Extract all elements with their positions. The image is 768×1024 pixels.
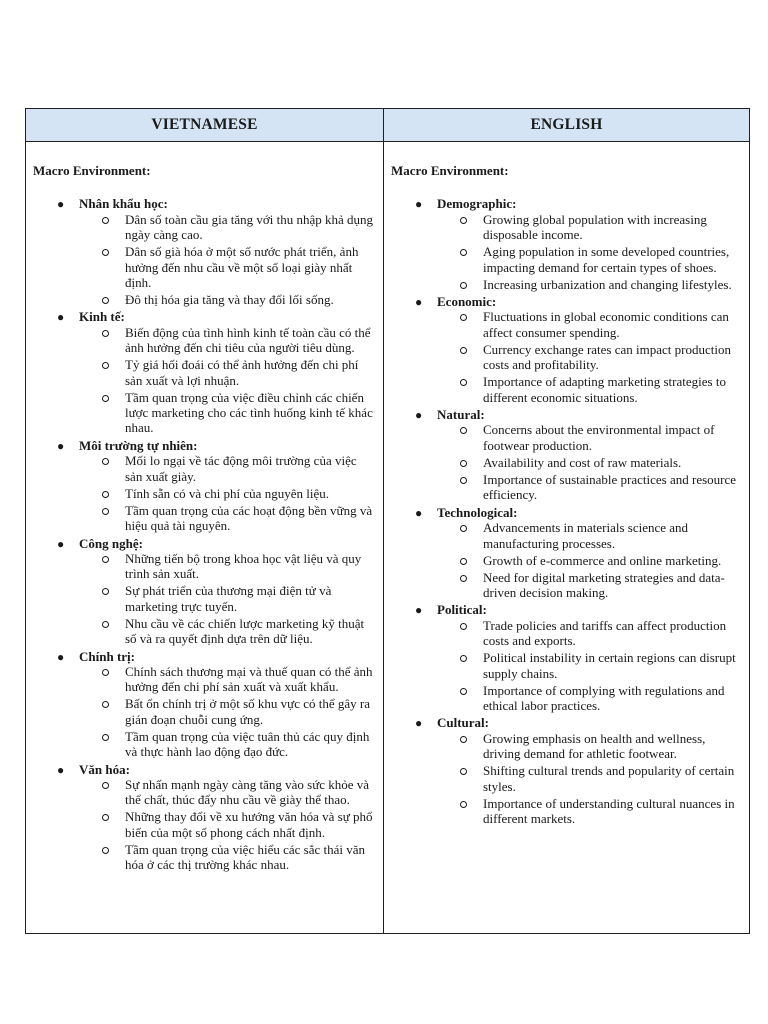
bullet-circle-icon bbox=[460, 736, 467, 743]
english-subitem-list bbox=[437, 618, 749, 714]
english-subitem bbox=[437, 650, 739, 681]
bullet-circle-icon bbox=[102, 588, 109, 595]
bullet-circle-icon bbox=[102, 669, 109, 676]
english-category-item bbox=[391, 505, 749, 601]
english-subitem-list bbox=[437, 422, 749, 502]
vietnamese-subitem-text: Chính sách thương mại và thuế quan có thể ảnh hưởng đến chi phí sản xuất và xuất khẩu. bbox=[125, 663, 373, 695]
bullet-circle-icon bbox=[102, 847, 109, 854]
bullet-dot-icon: ● bbox=[415, 408, 423, 423]
vietnamese-category-label: Công nghệ: bbox=[79, 535, 143, 551]
bullet-dot-icon: ● bbox=[415, 505, 423, 520]
english-subitem-text: Shifting cultural trends and popularity of certain styles. bbox=[483, 763, 735, 794]
vietnamese-category-item bbox=[33, 309, 383, 435]
english-subitem-text: Importance of understanding cultural nuances in different markets. bbox=[483, 795, 735, 826]
vietnamese-subitem bbox=[79, 664, 377, 695]
vietnamese-subitem-text: Sự phát triển của thương mại điện tử và marketing trực tuyến. bbox=[125, 583, 332, 614]
bullet-circle-icon bbox=[102, 782, 109, 789]
english-category-label: Political: bbox=[437, 602, 487, 618]
english-subitem bbox=[437, 553, 739, 568]
english-subitem bbox=[437, 374, 739, 405]
bullet-circle-icon bbox=[102, 330, 109, 337]
bullet-circle-icon bbox=[102, 297, 109, 304]
vietnamese-category-item bbox=[33, 438, 383, 534]
bullet-dot-icon: ● bbox=[57, 438, 65, 453]
vietnamese-category-item bbox=[33, 536, 383, 647]
english-subitem-list bbox=[437, 309, 749, 405]
vietnamese-subitem-text: Sự nhấn mạnh ngày càng tăng vào sức khỏe và thể chất, thúc đẩy nhu cầu về giày thể thao. bbox=[125, 776, 370, 808]
english-subitem-text: Growing global population with increasing disposable income. bbox=[483, 211, 707, 243]
bullet-circle-icon bbox=[102, 362, 109, 369]
english-category-item bbox=[391, 715, 749, 826]
bullet-circle-icon bbox=[460, 768, 467, 775]
vietnamese-subitem-text: Những tiến bộ trong khoa học vật liệu và quy trình sản xuất. bbox=[125, 550, 362, 582]
english-subitem bbox=[437, 796, 739, 827]
english-subitem-text: Currency exchange rates can impact production costs and profitability. bbox=[483, 341, 731, 373]
english-category-list bbox=[391, 196, 749, 826]
vietnamese-category-label: Môi trường tự nhiên: bbox=[79, 437, 198, 453]
english-subitem bbox=[437, 570, 739, 601]
english-subitem-text: Availability and cost of raw materials. bbox=[483, 454, 682, 470]
english-subitem bbox=[437, 309, 739, 340]
vietnamese-subitem bbox=[79, 551, 377, 582]
bullet-circle-icon bbox=[102, 734, 109, 741]
english-subitem-text: Concerns about the environmental impact of footwear production. bbox=[483, 422, 715, 453]
vietnamese-subitem-text: Tầm quan trọng của việc tuân thủ các quy định và thực hành lao động đạo đức. bbox=[125, 728, 370, 760]
english-subitem-list bbox=[437, 520, 749, 600]
english-subitem bbox=[437, 342, 739, 373]
vietnamese-category-label: Kinh tế: bbox=[79, 309, 125, 325]
bullet-dot-icon: ● bbox=[415, 603, 423, 618]
vietnamese-subitem-text: Đô thị hóa gia tăng và thay đổi lối sống. bbox=[125, 292, 334, 308]
english-subitem bbox=[437, 763, 739, 794]
bullet-circle-icon bbox=[460, 688, 467, 695]
vietnamese-subitem-text: Tầm quan trọng của các hoạt động bền vững và hiệu quả tài nguyên. bbox=[125, 502, 373, 534]
bullet-circle-icon bbox=[102, 249, 109, 256]
bullet-circle-icon bbox=[460, 623, 467, 630]
bullet-circle-icon bbox=[102, 621, 109, 628]
english-subitem bbox=[437, 683, 739, 714]
vietnamese-subitem bbox=[79, 292, 377, 307]
header-english: ENGLISH bbox=[384, 109, 749, 142]
vietnamese-subitem-text: Mối lo ngại về tác động môi trường của việc sản xuất giày. bbox=[125, 453, 357, 484]
vietnamese-subitem-text: Dân số toàn cầu gia tăng với thu nhập khả dụng ngày càng cao. bbox=[125, 211, 374, 243]
vietnamese-subitem-list bbox=[79, 325, 383, 436]
english-category-label: Natural: bbox=[437, 407, 485, 423]
translation-table bbox=[25, 108, 750, 934]
english-subitem-text: Advancements in materials science and manufacturing processes. bbox=[483, 520, 689, 551]
vietnamese-subitem bbox=[79, 453, 377, 484]
english-subitem bbox=[437, 455, 739, 470]
vietnamese-subitem bbox=[79, 357, 377, 388]
bullet-circle-icon bbox=[460, 558, 467, 565]
vietnamese-subitem-list bbox=[79, 664, 383, 760]
vietnamese-category-item bbox=[33, 196, 383, 307]
english-subitem-text: Growth of e-commerce and online marketing. bbox=[483, 552, 722, 568]
bullet-dot-icon: ● bbox=[57, 649, 65, 664]
vietnamese-category-list bbox=[33, 196, 383, 872]
vietnamese-category-item bbox=[33, 649, 383, 760]
bullet-circle-icon bbox=[102, 395, 109, 402]
english-subitem bbox=[437, 731, 739, 762]
bullet-circle-icon bbox=[460, 314, 467, 321]
bullet-dot-icon: ● bbox=[57, 762, 65, 777]
bullet-circle-icon bbox=[102, 458, 109, 465]
bullet-dot-icon: ● bbox=[57, 197, 65, 212]
bullet-circle-icon bbox=[460, 801, 467, 808]
english-column bbox=[384, 142, 749, 933]
english-subitem-text: Political instability in certain regions can disrupt supply chains. bbox=[483, 650, 736, 681]
english-section-title: Macro Environment: bbox=[391, 163, 509, 178]
bullet-circle-icon bbox=[102, 217, 109, 224]
english-subitem-list bbox=[437, 212, 749, 292]
vietnamese-subitem bbox=[79, 809, 377, 840]
bullet-circle-icon bbox=[102, 491, 109, 498]
vietnamese-subitem-text: Dân số già hóa ở một số nước phát triển, ảnh hưởng đến nhu cầu về một số loại giày nhất định. bbox=[125, 244, 359, 291]
bullet-circle-icon bbox=[460, 525, 467, 532]
bullet-dot-icon: ● bbox=[415, 197, 423, 212]
vietnamese-subitem bbox=[79, 583, 377, 614]
english-category-item bbox=[391, 196, 749, 292]
header-vietnamese: VIETNAMESE bbox=[26, 109, 384, 142]
vietnamese-category-label: Nhân khẩu học: bbox=[79, 196, 168, 212]
english-subitem bbox=[437, 277, 739, 292]
english-subitem bbox=[437, 472, 739, 503]
vietnamese-subitem-text: Nhu cầu về các chiến lược marketing kỹ thuật số và ra quyết định dựa trên dữ liệu. bbox=[125, 615, 365, 647]
english-category-label: Cultural: bbox=[437, 715, 489, 731]
bullet-circle-icon bbox=[460, 460, 467, 467]
bullet-circle-icon bbox=[102, 814, 109, 821]
vietnamese-subitem-text: Tầm quan trọng của việc hiểu các sắc thái văn hóa ở các thị trường khác nhau. bbox=[125, 841, 366, 873]
english-subitem-text: Fluctuations in global economic conditions can affect consumer spending. bbox=[483, 309, 729, 340]
vietnamese-subitem-text: Biến động của tình hình kinh tế toàn cầu có thể ảnh hưởng đến chi tiêu của người tiêu dùng. bbox=[125, 324, 371, 356]
bullet-circle-icon bbox=[460, 347, 467, 354]
vietnamese-section-title: Macro Environment: bbox=[33, 163, 151, 178]
bullet-dot-icon: ● bbox=[57, 536, 65, 551]
english-subitem-text: Increasing urbanization and changing lifestyles. bbox=[483, 276, 732, 292]
vietnamese-subitem bbox=[79, 777, 377, 808]
vietnamese-subitem-list bbox=[79, 212, 383, 308]
bullet-circle-icon bbox=[460, 427, 467, 434]
bullet-circle-icon bbox=[460, 477, 467, 484]
english-subitem-list bbox=[437, 731, 749, 827]
bullet-circle-icon bbox=[102, 556, 109, 563]
vietnamese-subitem-list bbox=[79, 777, 383, 873]
bullet-circle-icon bbox=[460, 282, 467, 289]
vietnamese-subitem bbox=[79, 390, 377, 436]
vietnamese-subitem bbox=[79, 696, 377, 727]
vietnamese-subitem bbox=[79, 503, 377, 534]
english-subitem-text: Importance of sustainable practices and resource efficiency. bbox=[483, 471, 737, 503]
english-subitem bbox=[437, 244, 739, 275]
bullet-circle-icon bbox=[460, 379, 467, 386]
english-subitem-text: Importance of adapting marketing strategies to different economic situations. bbox=[483, 374, 726, 405]
bullet-dot-icon: ● bbox=[415, 295, 423, 310]
english-subitem-text: Trade policies and tariffs can affect production costs and exports. bbox=[483, 617, 727, 649]
vietnamese-subitem-list bbox=[79, 551, 383, 647]
english-subitem-text: Aging population in some developed countries, impacting demand for certain types of shoes. bbox=[483, 244, 730, 275]
vietnamese-category-label: Chính trị: bbox=[79, 648, 135, 664]
vietnamese-subitem-text: Tầm quan trọng của việc điều chỉnh các chiến lược marketing cho các tình huống kinh tế khác nhau. bbox=[125, 389, 373, 436]
bullet-circle-icon bbox=[102, 508, 109, 515]
english-subitem bbox=[437, 212, 739, 243]
english-subitem bbox=[437, 520, 739, 551]
vietnamese-column bbox=[26, 142, 384, 933]
bullet-circle-icon bbox=[460, 655, 467, 662]
english-category-item bbox=[391, 602, 749, 713]
vietnamese-subitem bbox=[79, 842, 377, 873]
english-category-label: Technological: bbox=[437, 504, 518, 520]
bullet-circle-icon bbox=[460, 217, 467, 224]
english-subitem-text: Importance of complying with regulations and ethical labor practices. bbox=[483, 682, 725, 713]
english-subitem bbox=[437, 422, 739, 453]
vietnamese-category-label: Văn hóa: bbox=[79, 761, 130, 777]
bullet-dot-icon: ● bbox=[57, 310, 65, 325]
vietnamese-subitem-text: Những thay đổi về xu hướng văn hóa và sự phổ biến của một số phong cách nhất định. bbox=[125, 809, 373, 840]
english-category-label: Demographic: bbox=[437, 196, 517, 212]
bullet-circle-icon bbox=[460, 249, 467, 256]
vietnamese-subitem bbox=[79, 616, 377, 647]
bullet-circle-icon bbox=[460, 575, 467, 582]
bullet-dot-icon: ● bbox=[415, 716, 423, 731]
english-category-item bbox=[391, 294, 749, 405]
vietnamese-subitem bbox=[79, 486, 377, 501]
english-category-item bbox=[391, 407, 749, 503]
vietnamese-subitem bbox=[79, 325, 377, 356]
english-subitem-text: Growing emphasis on health and wellness, driving demand for athletic footwear. bbox=[483, 730, 706, 762]
english-category-label: Economic: bbox=[437, 294, 497, 310]
english-subitem-text: Need for digital marketing strategies and data-driven decision making. bbox=[483, 569, 725, 600]
bullet-circle-icon bbox=[102, 701, 109, 708]
vietnamese-subitem-list bbox=[79, 453, 383, 533]
vietnamese-subitem bbox=[79, 212, 377, 243]
vietnamese-subitem-text: Tỷ giá hối đoái có thể ảnh hưởng đến chi phí sản xuất và lợi nhuận. bbox=[125, 357, 359, 388]
english-subitem bbox=[437, 618, 739, 649]
vietnamese-category-item bbox=[33, 762, 383, 873]
vietnamese-subitem bbox=[79, 244, 377, 290]
vietnamese-subitem-text: Tính sẵn có và chi phí của nguyên liệu. bbox=[125, 485, 329, 501]
vietnamese-subitem-text: Bất ổn chính trị ở một số khu vực có thể gây ra gián đoạn chuỗi cung ứng. bbox=[125, 696, 370, 727]
vietnamese-subitem bbox=[79, 729, 377, 760]
